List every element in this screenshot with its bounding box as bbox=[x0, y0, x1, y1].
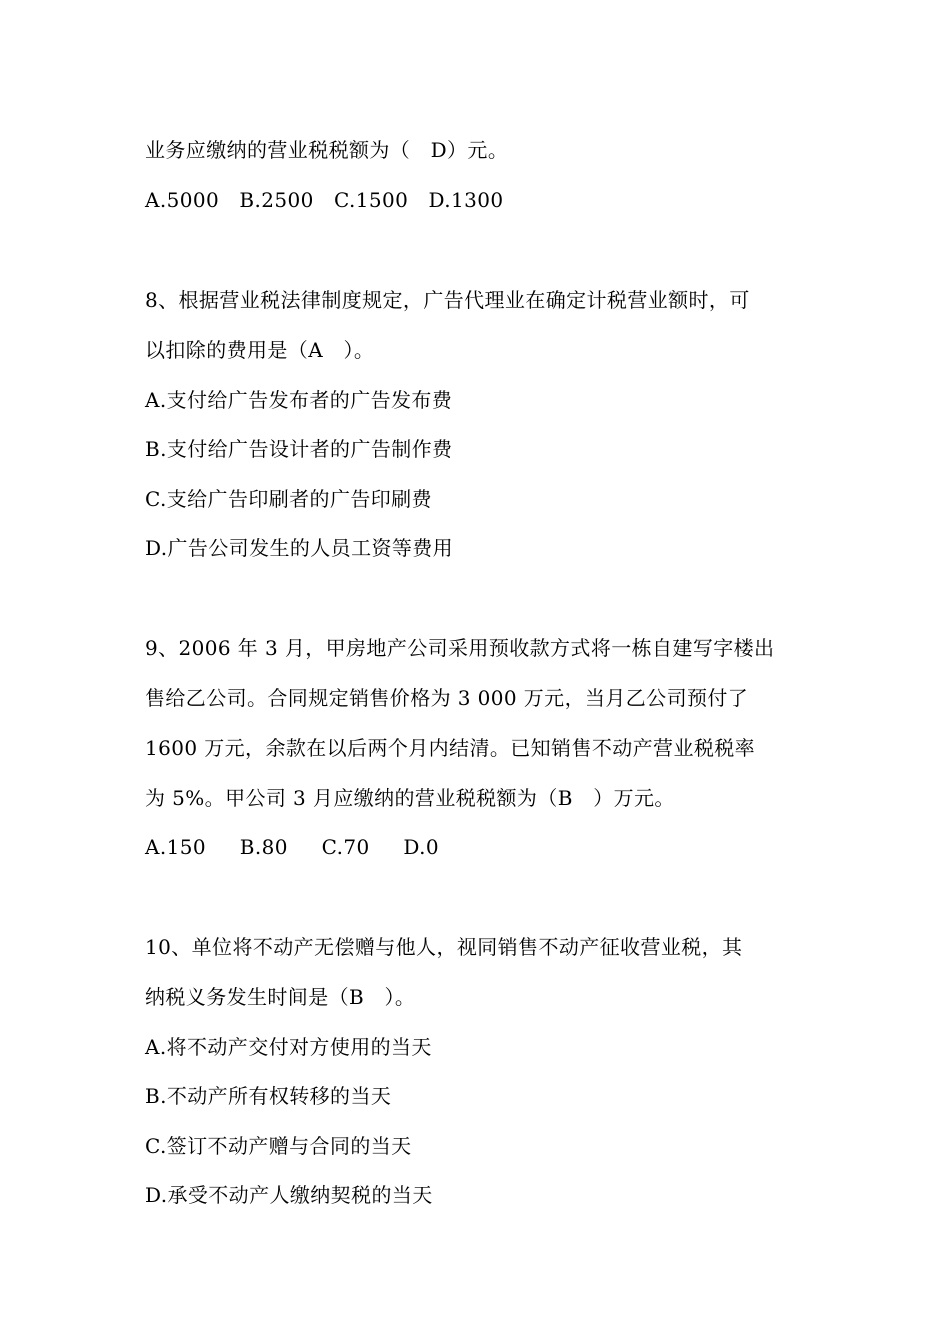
q8-option-b: B.支付给广告设计者的广告制作费 bbox=[145, 437, 453, 461]
q10-option-a: A.将不动产交付对方使用的当天 bbox=[145, 1035, 432, 1059]
q9-stem-line-4: 为 5%。甲公司 3 月应缴纳的营业税税额为（B ）万元。 bbox=[145, 786, 675, 810]
q9-stem-line-1: 9、2006 年 3 月，甲房地产公司采用预收款方式将一栋自建写字楼出 bbox=[145, 636, 775, 660]
q10-option-b: B.不动产所有权转移的当天 bbox=[145, 1084, 392, 1108]
q9-options: A.150 B.80 C.70 D.0 bbox=[145, 835, 440, 859]
q8-option-a: A.支付给广告发布者的广告发布费 bbox=[145, 388, 453, 412]
q10-stem-line-1: 10、单位将不动产无偿赠与他人，视同销售不动产征收营业税，其 bbox=[145, 935, 743, 959]
q10-option-d: D.承受不动产人缴纳契税的当天 bbox=[145, 1183, 433, 1207]
q8-option-d: D.广告公司发生的人员工资等费用 bbox=[145, 536, 454, 560]
q9-stem-line-2: 售给乙公司。合同规定销售价格为 3 000 万元，当月乙公司预付了 bbox=[145, 686, 749, 710]
q10-stem-line-2: 纳税义务发生时间是（B ）。 bbox=[145, 985, 416, 1009]
q9-stem-line-3: 1600 万元，余款在以后两个月内结清。已知销售不动产营业税税率 bbox=[145, 736, 756, 760]
q7-stem-continuation: 业务应缴纳的营业税税额为（ D）元。 bbox=[145, 138, 509, 162]
q8-stem-line-2: 以扣除的费用是（A ）。 bbox=[145, 338, 375, 362]
q10-option-c: C.签订不动产赠与合同的当天 bbox=[145, 1134, 412, 1158]
q8-stem-line-1: 8、根据营业税法律制度规定，广告代理业在确定计税营业额时，可 bbox=[145, 288, 750, 312]
q8-option-c: C.支给广告印刷者的广告印刷费 bbox=[145, 487, 432, 511]
q7-options: A.5000 B.2500 C.1500 D.1300 bbox=[145, 188, 504, 212]
